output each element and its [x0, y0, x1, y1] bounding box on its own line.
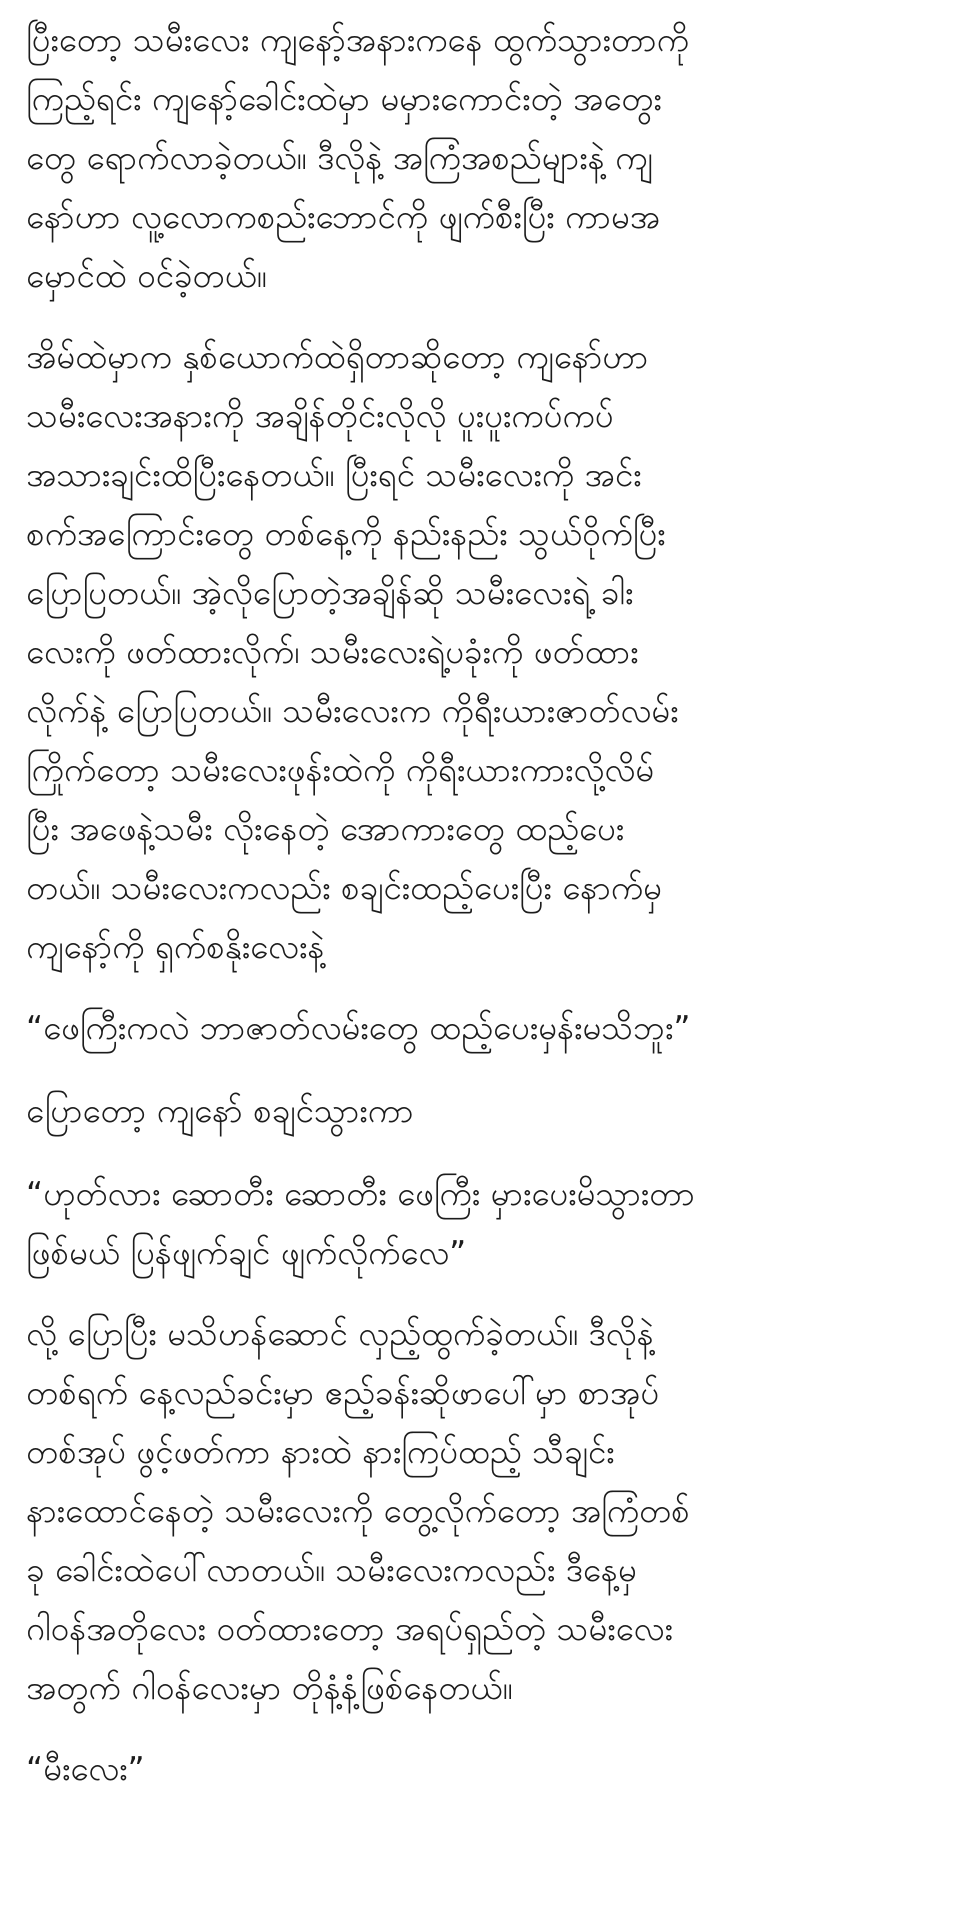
text-line: သမီးလေးအနားကို အချိန်တိုင်းလိုလို ပူးပူးကပ်ကပ်: [26, 396, 614, 435]
text-line: ဂါဝန်အတိုလေး ဝတ်ထားတော့ အရပ်ရှည်တဲ့ သမီးလေး: [26, 1609, 673, 1648]
text-line: ပြီးတော့ သမီးလေး ကျနော့်အနားကနေ ထွက်သွားတာကို: [26, 20, 689, 59]
text-line: ကြည့်ရင်း ကျနော့်ခေါင်းထဲမှာ မမှားကောင်းတဲ့ အတွေး: [26, 79, 662, 118]
text-line: နော်ဟာ လူ့လောကစည်းဘောင်ကို ဖျက်စီးပြီး ကာမအ: [26, 197, 661, 236]
text-line: “ဟုတ်လား ဆောတီး ဆောတီး ဖေကြီး မှားပေးမိသွားတာ: [26, 1174, 695, 1213]
dialogue-paragraph: [26, 998, 938, 1057]
paragraph: [26, 10, 938, 305]
paragraph: [26, 1304, 938, 1717]
text-line: အသားချင်းထိပြီးနေတယ်။ ပြီးရင် သမီးလေးကို အင်း: [26, 455, 642, 494]
text-line: လို့ ပြောပြီး မသိဟန်ဆောင် လှည့်ထွက်ခဲ့တယ်။ ဒီလိုနဲ့: [26, 1314, 654, 1353]
text-line: ဖြစ်မယ် ပြန်ဖျက်ချင် ဖျက်လိုက်လေ”: [26, 1233, 467, 1272]
text-line: ပြီး အဖေနဲ့သမီး လိုးနေတဲ့ အောကားတွေ ထည့်ပေး: [26, 809, 625, 848]
text-line: ကြိုက်တော့ သမီးလေးဖုန်းထဲကို ကိုရီးယားကားလို့လိမ်: [26, 750, 655, 789]
text-line: “ဖေကြီးကလဲ ဘာဇာတ်လမ်းတွေ ထည့်ပေးမှန်းမသိဘူး”: [26, 1008, 691, 1047]
text-line: “မီးလေး”: [26, 1749, 145, 1788]
text-line: စက်အကြောင်းတွေ တစ်နေ့ကို နည်းနည်း သွယ်ဝိုက်ပြီး: [26, 514, 666, 553]
text-line: နားထောင်နေတဲ့ သမီးလေးကို တွေ့လိုက်တော့ အကြံတစ်: [26, 1491, 690, 1530]
paragraph: [26, 327, 938, 976]
dialogue-paragraph: [26, 1164, 938, 1282]
text-line: ပြောပြတယ်။ အဲ့လိုပြောတဲ့အချိန်ဆို သမီးလေးရဲ့ ခါး: [26, 573, 634, 612]
text-line: အိမ်ထဲမှာက နှစ်ယောက်ထဲရှိတာဆိုတော့ ကျနော်ဟာ: [26, 337, 649, 376]
text-line: လိုက်နဲ့ ပြောပြတယ်။ သမီးလေးက ကိုရီးယားဇာတ်လမ်း: [26, 691, 679, 730]
text-line: မှောင်ထဲ ဝင်ခဲ့တယ်။: [26, 256, 267, 295]
text-line: ကျနော့်ကို ရှက်စနိုးလေးနဲ့: [26, 927, 325, 966]
text-line: လေးကို ဖတ်ထားလိုက်၊ သမီးလေးရဲ့ပခုံးကို ဖတ်ထား: [26, 632, 639, 671]
text-line: တွေ ရောက်လာခဲ့တယ်။ ဒီလိုနဲ့ အကြံအစည်များနဲ့ ကျ: [26, 138, 653, 177]
text-line: တစ်အုပ် ဖွင့်ဖတ်ကာ နားထဲ နားကြပ်ထည့် သီချင်း: [26, 1432, 615, 1471]
text-line: တယ်။ သမီးလေးကလည်း စချင်းထည့်ပေးပြီး နောက်မှ: [26, 868, 662, 907]
text-line: ခု ခေါင်းထဲပေါ်လာတယ်။ သမီးလေးကလည်း ဒီနေ့မှ: [26, 1550, 637, 1589]
text-line: တစ်ရက် နေ့လည်ခင်းမှာ ဧည့်ခန်းဆိုဖာပေါ်မှာ စာအုပ်: [26, 1373, 660, 1412]
text-line: ပြောတော့ ကျနော် စချင်သွားကာ: [26, 1091, 414, 1130]
paragraph: [26, 1081, 938, 1140]
text-line: အတွက် ဂါဝန်လေးမှာ တိုနံ့နံ့ဖြစ်နေတယ်။: [26, 1668, 513, 1707]
dialogue-paragraph: [26, 1739, 938, 1798]
